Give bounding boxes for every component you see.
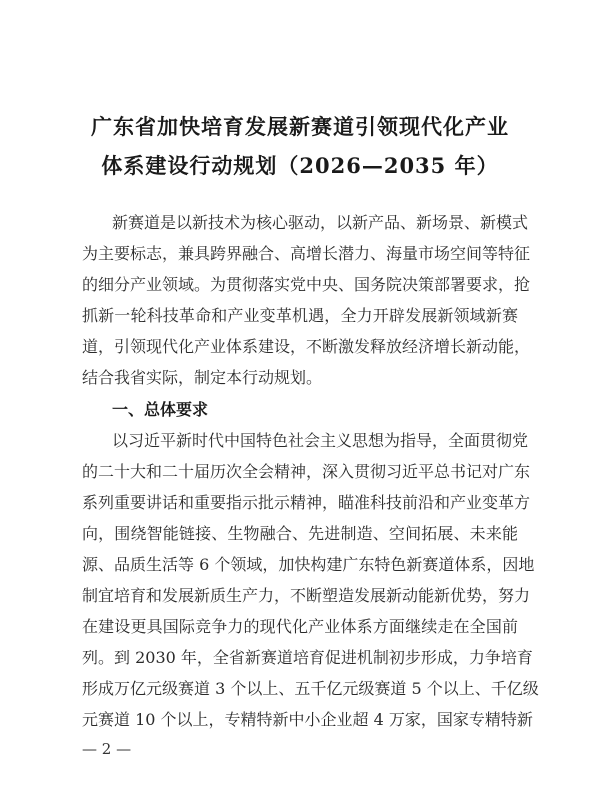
intro-paragraph-line: 新赛道是以新技术为核心驱动，以新产品、新场景、新模式 bbox=[112, 213, 529, 232]
section-paragraph-line: 向，围绕智能链接、生物融合、先进制造、空间拓展、未来能 bbox=[82, 524, 518, 543]
section-paragraph-line: 形成万亿元级赛道 3 个以上、五千亿元级赛道 5 个以上、千亿级 bbox=[82, 679, 539, 698]
section-paragraph-line: 系列重要讲话和重要指示批示精神，瞄准科技前沿和产业变革方 bbox=[82, 493, 531, 512]
section-paragraph-line: 的二十大和二十届历次全会精神，深入贯彻习近平总书记对广东 bbox=[82, 462, 531, 481]
intro-paragraph-line: 抓新一轮科技革命和产业变革机遇，全力开辟发展新领域新赛 bbox=[82, 306, 518, 325]
document-title-line-2: 体系建设行动规划（2026—2035 年） bbox=[101, 153, 499, 178]
intro-paragraph-line: 为主要标志，兼具跨界融合、高增长潜力、海量市场空间等特征 bbox=[82, 244, 531, 263]
section-paragraph-line: 源、品质生活等 6 个领域，加快构建广东特色新赛道体系，因地 bbox=[82, 555, 535, 574]
intro-paragraph-line: 道，引领现代化产业体系建设，不断激发释放经济增长新动能， bbox=[82, 337, 531, 356]
document-title-line-1: 广东省加快培育发展新赛道引领现代化产业 bbox=[91, 114, 509, 139]
section-paragraph-line: 在建设更具国际竞争力的现代化产业体系方面继续走在全国前 bbox=[82, 617, 518, 636]
section-paragraph-line: 列。到 2030 年，全省新赛道培育促进机制初步形成，力争培育 bbox=[82, 648, 533, 667]
section-paragraph-line: 元赛道 10 个以上，专精特新中小企业超 4 万家，国家专精特新 bbox=[82, 710, 533, 729]
section-heading: 一、总体要求 bbox=[112, 400, 209, 419]
intro-paragraph-line: 的细分产业领域。为贯彻落实党中央、国务院决策部署要求，抢 bbox=[82, 275, 531, 294]
section-paragraph-line: 以习近平新时代中国特色社会主义思想为指导，全面贯彻党 bbox=[112, 431, 529, 450]
section-paragraph-line: 制宜培育和发展新质生产力，不断塑造发展新动能新优势，努力 bbox=[82, 586, 531, 605]
page-number: — 2 — bbox=[82, 740, 132, 758]
intro-paragraph-line: 结合我省实际，制定本行动规划。 bbox=[82, 368, 323, 387]
